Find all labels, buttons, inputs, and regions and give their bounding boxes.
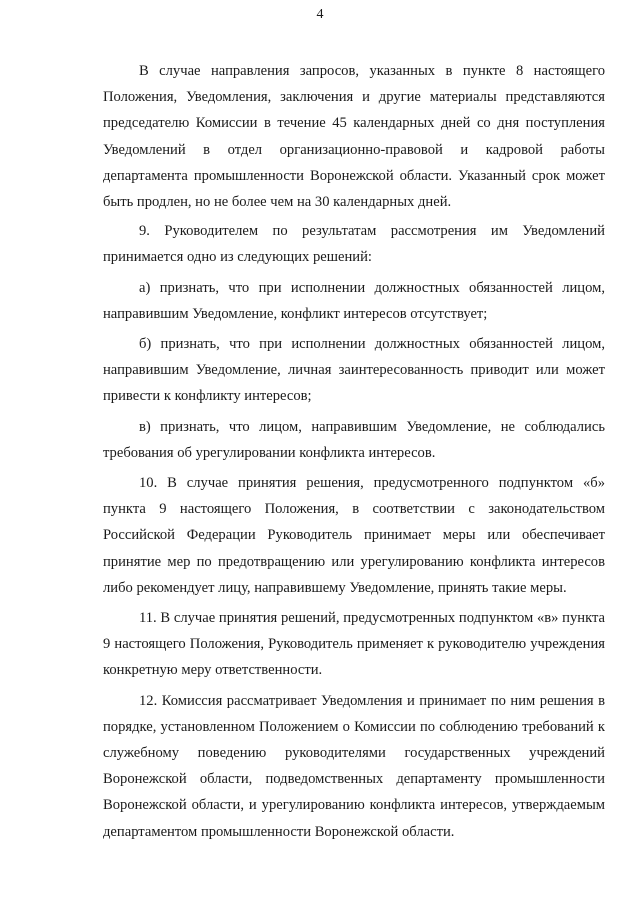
paragraph-10: 10. В случае принятия решения, предусмотренного подпунктом «б» пункта 9 настоящего Положения, в соответствии с законодательством Российской Федерации Руководитель принимает меры или обеспечивает принятие мер по предотвращению или урегулированию конфликта интересов либо рекомендует лицу, направившему Уведомление, принять такие меры. bbox=[103, 475, 605, 596]
paragraph-requests-deadline: В случае направления запросов, указанных в пункте 8 настоящего Положения, Уведомления, заключения и другие материалы представляются председателю Комиссии в течение 45 календарных дней со дня поступления Уведомлений в отдел организационно-правовой и кадровой работы департамента промышленности Воронежской области. Указанный срок может быть продлен, но не более чем на 30 календарных дней. bbox=[103, 63, 605, 211]
paragraph-9-decisions: 9. Руководителем по результатам рассмотрения им Уведомлений принимается одно из следующих решений: bbox=[103, 223, 605, 266]
paragraph-9b: б) признать, что при исполнении должностных обязанностей лицом, направившим Уведомление, личная заинтересованность приводит или может привести к конфликту интересов; bbox=[103, 336, 605, 405]
page-number: 4 bbox=[316, 7, 324, 22]
paragraph-9a: а) признать, что при исполнении должностных обязанностей лицом, направившим Уведомление, конфликт интересов отсутствует; bbox=[103, 279, 605, 322]
document-body bbox=[103, 58, 605, 849]
paragraph-12: 12. Комиссия рассматривает Уведомления и принимает по ним решения в порядке, установленном Положением о Комиссии по соблюдению требований к служебному поведению руководителями государственных учреждений Воронежской области, подведомственных департаменту промышленности Воронежской области, и урегулированию конфликта интересов, утверждаемым департаментом промышленности Воронежской области. bbox=[103, 692, 605, 840]
paragraph-9c: в) признать, что лицом, направившим Уведомление, не соблюдались требования об урегулировании конфликта интересов. bbox=[103, 418, 605, 461]
paragraph-11: 11. В случае принятия решений, предусмотренных подпунктом «в» пункта 9 настоящего Положения, Руководитель применяет к руководителю учреждения конкретную меру ответственности. bbox=[103, 610, 605, 679]
